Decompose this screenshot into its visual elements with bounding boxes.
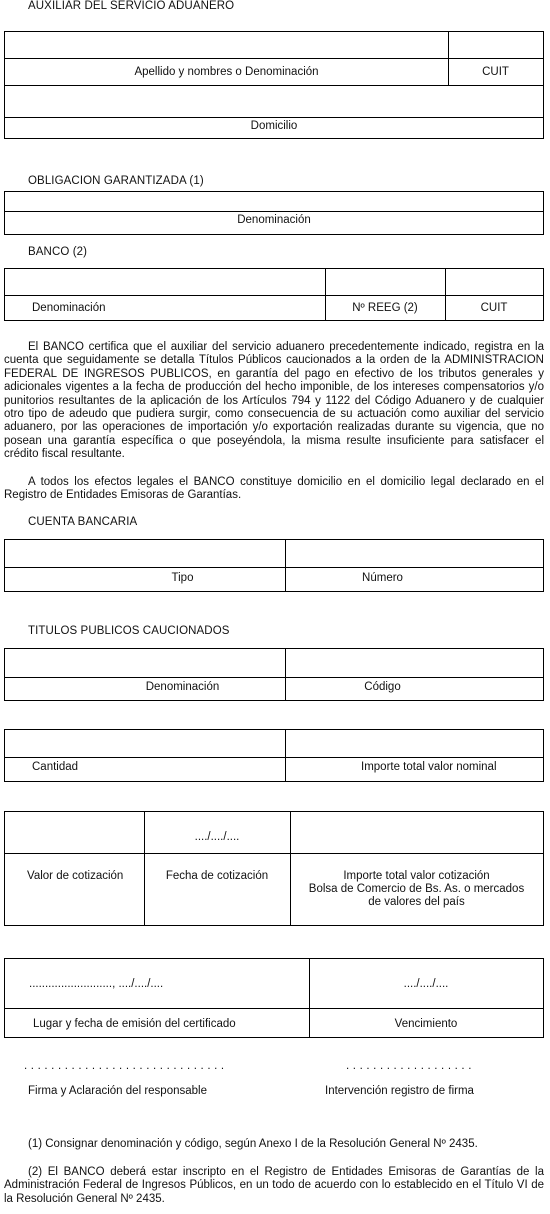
aux-heading: AUXILIAR DEL SERVICIO ADUANERO	[28, 0, 235, 12]
titulos-fecha-placeholder: ..../..../....	[194, 831, 240, 843]
emision-lugar-label: Lugar y fecha de emisión del certificado	[33, 1018, 236, 1030]
firma-label: Firma y Aclaración del responsable	[28, 1085, 207, 1097]
nota-1: (1) Consignar denominación y código, según Anexo I de la Resolución General Nº 2435.	[28, 1138, 478, 1150]
aux-name-label: Apellido y nombres o Denominación	[134, 66, 319, 78]
intervencion-label: Intervención registro de firma	[325, 1085, 474, 1097]
nota-2: (2) El BANCO deberá estar inscripto en el Registro de Entidades Emisoras de Garantías de la Administración Federal de Ingresos Públicos, en un todo de acuerdo con lo establecido en el Título VI de la Resolución General Nº 2435.	[4, 1166, 544, 1205]
titulos-importe-nominal-label: Importe total valor nominal	[361, 761, 497, 773]
banco-reeg-label: Nº REEG (2)	[352, 302, 418, 314]
oblig-denominacion-label: Denominación	[237, 214, 311, 226]
titulos-importe-cotizacion-label-2: Bolsa de Comercio de Bs. As. o mercados	[308, 883, 525, 895]
aux-table	[4, 31, 544, 139]
titulos-importe-cotizacion-label-1: Importe total valor cotización	[343, 870, 490, 882]
banco-table	[4, 268, 544, 321]
emision-table	[4, 958, 544, 1038]
emision-venc-label: Vencimiento	[394, 1018, 458, 1030]
titulos-cantidad-table	[4, 729, 544, 782]
titulos-fecha-cotizacion-label: Fecha de cotización	[165, 870, 269, 882]
titulos-valor-cotizacion-label: Valor de cotización	[27, 870, 124, 882]
oblig-heading: OBLIGACION GARANTIZADA (1)	[28, 175, 204, 187]
certifica-paragraph: El BANCO certifica que el auxiliar del servicio aduanero precedentemente indicado, registra en la cuenta que seguidamente se detalla Títulos Públicos caucionados a la orden de la ADMINISTRACION FEDERAL DE INGRESOS PUBLICOS, en garantía del pago en efectivo de los tributos generales y adicionales vigentes a la fecha de producción del hecho imponible, de los intereses compensatorios y/o punitorios resultantes de la aplicación de los Artículos 794 y 1122 del Código Aduanero y de cualquier otro tipo de adeudo que pudiera surgir, como consecuencia de su actuación como auxiliar del servicio aduanero, por las operaciones de importación y/o exportación realizadas durante su vigencia, que no posean una garantía específica o que poseyéndola, la misma resulte insuficiente para satisfacer el crédito fiscal resultante.	[4, 341, 544, 461]
titulos-importe-cotizacion-label-3: de valores del país	[368, 896, 465, 908]
firma-dots: . . . . . . . . . . . . . . . . . . . . . . . . . . . . . .	[24, 1060, 225, 1072]
titulos-denominacion-table	[4, 648, 544, 701]
titulos-heading: TITULOS PUBLICOS CAUCIONADOS	[28, 625, 230, 637]
banco-cuit-label: CUIT	[480, 302, 508, 314]
titulos-codigo-label: Código	[364, 681, 401, 693]
emision-lugar-placeholder: .........................., ..../..../....	[29, 978, 164, 990]
cuenta-tipo-label: Tipo	[171, 572, 194, 584]
aux-cuit-label: CUIT	[482, 66, 509, 78]
cuenta-heading: CUENTA BANCARIA	[28, 516, 138, 528]
cuenta-table	[4, 539, 544, 592]
emision-venc-placeholder: ..../..../....	[403, 978, 449, 990]
banco-heading: BANCO (2)	[28, 246, 88, 258]
oblig-table	[4, 191, 544, 235]
intervencion-dots: . . . . . . . . . . . . . . . . . . .	[346, 1060, 472, 1072]
titulos-cantidad-label: Cantidad	[32, 761, 79, 773]
titulos-cotizacion-table	[4, 811, 544, 926]
efectos-paragraph: A todos los efectos legales el BANCO constituye domicilio en el domicilio legal declarado en el Registro de Entidades Emisoras de Garantías.	[4, 476, 544, 502]
banco-denominacion-label: Denominación	[32, 302, 106, 314]
titulos-denominacion-label: Denominación	[145, 681, 220, 693]
aux-domicilio-label: Domicilio	[250, 120, 298, 132]
cuenta-numero-label: Número	[362, 572, 403, 584]
